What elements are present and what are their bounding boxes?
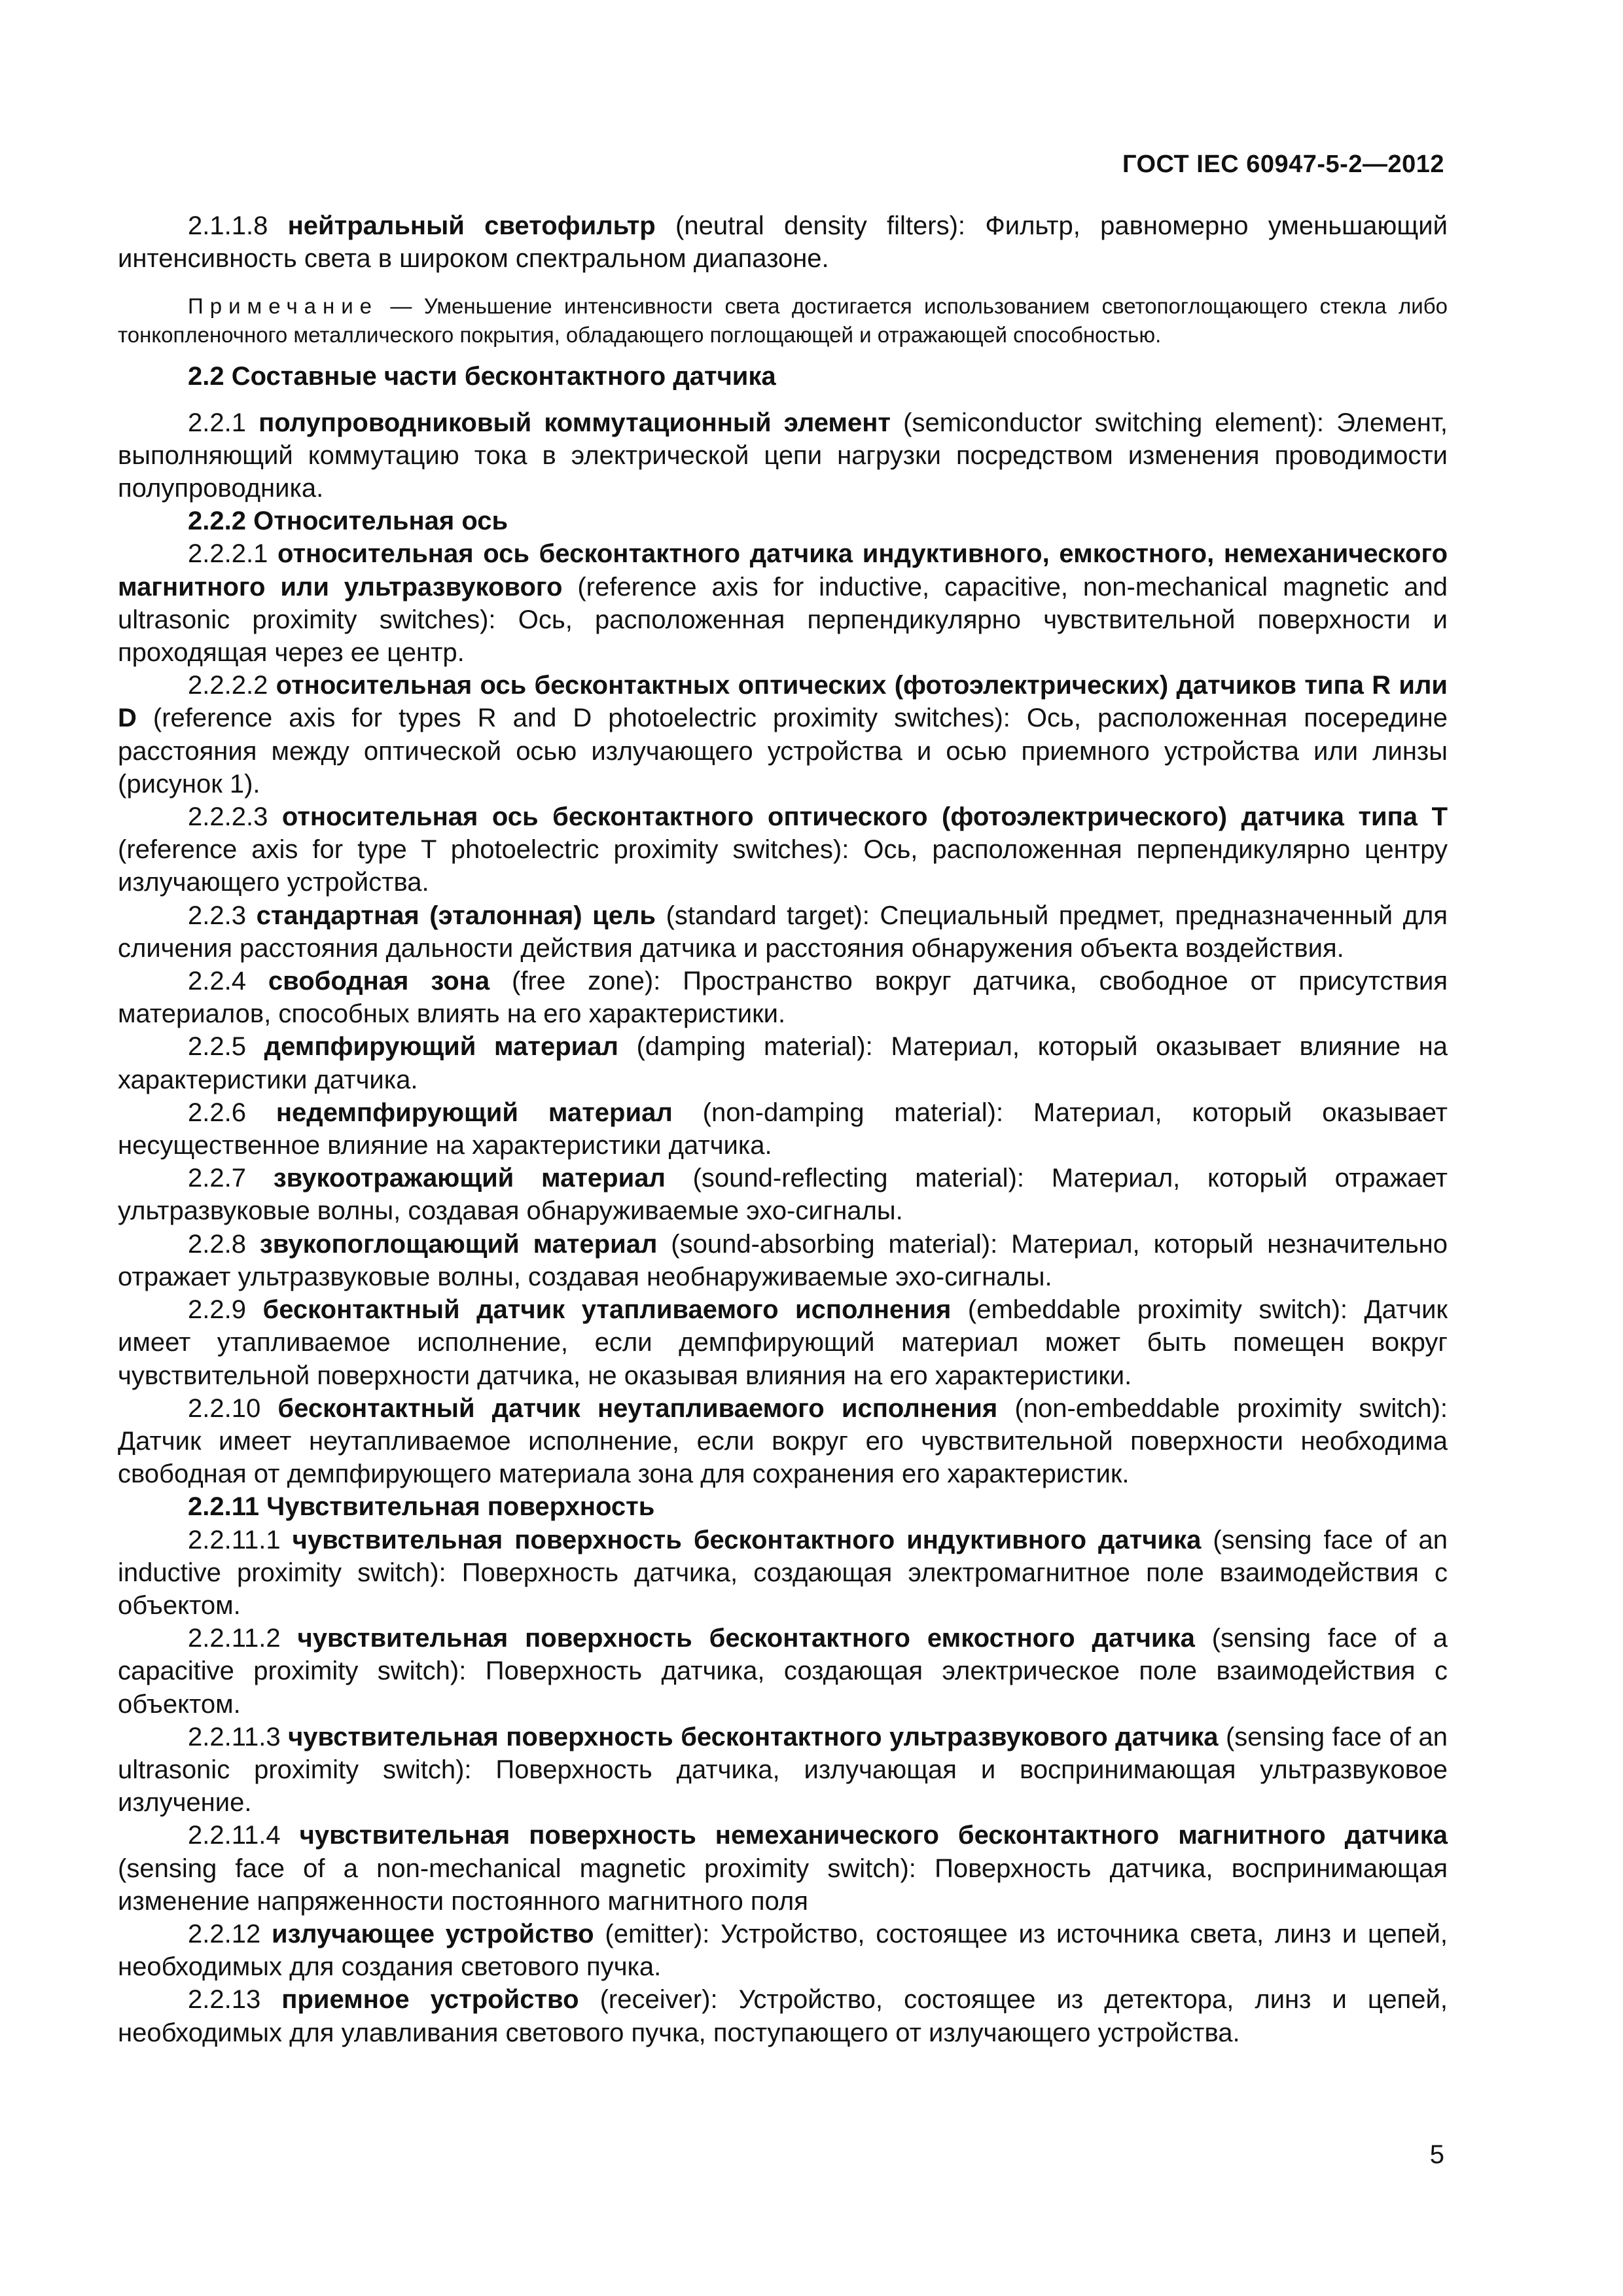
- note-text: — Уменьшение интенсивности света достигается использованием светопоглощающего стекла либо тонкопленочного металлического покрытия, обладающего поглощающей и отражающей способностью.: [118, 294, 1448, 348]
- page-number: 5: [1429, 2140, 1444, 2169]
- definition: (sound-absorbing material): Материал, который незначительно отражает ультразвуковые волны, создавая необнаруживаемые эхо-сигналы.: [118, 1229, 1448, 1291]
- paragraph-2-2-4: [118, 965, 1448, 1030]
- definition: (reference axis for types R and D photoelectric proximity switches): Ось, расположенная посередине расстояния между оптической осью излучающего устройства и осью приемного устройства или линзы (рисунок 1).: [118, 704, 1448, 798]
- term: приемное устройство: [281, 1985, 579, 2015]
- note-label: Примечание: [188, 294, 379, 319]
- paragraph-2-2-2-3: [118, 800, 1448, 899]
- definition: (sound-reflecting material): Материал, который отражает ультразвуковые волны, создавая обнаруживаемые эхо-сигналы.: [118, 1164, 1448, 1226]
- paragraph-2-2-11-2: [118, 1622, 1448, 1721]
- clause-number: 2.2.2.2: [188, 671, 276, 700]
- definition: (reference axis for inductive, capacitive, non-mechanical magnetic and ultrasonic proximity switches): Ось, расположенная перпендикулярно чувствительной поверхности и проходящая через ее центр.: [118, 572, 1448, 668]
- clause-number: 2.2.12: [188, 1919, 272, 1948]
- term: чувствительная поверхность бесконтактного индуктивного датчика: [292, 1525, 1202, 1554]
- paragraph-2-2-11-4: [118, 1819, 1448, 1918]
- paragraph-2-2-5: [118, 1030, 1448, 1096]
- definition: (neutral density filters): Фильтр, равномерно уменьшающий интенсивность света в широком спектральном диапазоне.: [118, 211, 1448, 274]
- document-header: ГОСТ IEC 60947-5-2—2012: [1122, 151, 1444, 178]
- paragraph-2-2-10: [118, 1392, 1448, 1491]
- definition: (reference axis for type T photoelectric proximity switches): Ось, расположенная перпендикулярно центру излучающего устройства.: [118, 835, 1448, 897]
- definition: (non-damping material): Материал, который оказывает несущественное влияние на характеристики датчика.: [118, 1098, 1448, 1160]
- clause-number: 2.2.7: [188, 1164, 274, 1193]
- paragraph-2-2-6: [118, 1096, 1448, 1162]
- clause-number: 2.2.11.4: [188, 1821, 300, 1850]
- clause-number: 2.2.5: [188, 1032, 264, 1062]
- section-heading-2-2: 2.2 Составные части бесконтактного датчика: [188, 362, 776, 391]
- definition: (sensing face of a capacitive proximity switch): Поверхность датчика, создающая электрическое поле взаимодействия с объектом.: [118, 1624, 1448, 1719]
- subheading-2-2-11: 2.2.11 Чувствительная поверхность: [188, 1492, 655, 1522]
- clause-number: 2.2.1: [188, 408, 259, 437]
- paragraph-2-2-13: [118, 1983, 1448, 2049]
- document-body: [118, 209, 1448, 2049]
- paragraph-2-2-7: [118, 1162, 1448, 1227]
- clause-number: 2.2.11.1: [188, 1525, 293, 1554]
- definition: (receiver): Устройство, состоящее из детектора, линз и цепей, необходимых для улавливания светового пучка, поступающего от излучающего устройства.: [118, 1985, 1448, 2047]
- term: относительная ось бесконтактного оптического (фотоэлектрического) датчика типа Т: [281, 802, 1448, 832]
- clause-number: 2.2.2.1: [188, 539, 278, 569]
- subheading-2-2-2: 2.2.2 Относительная ось: [188, 507, 508, 536]
- term: нейтральный светофильтр: [287, 211, 656, 240]
- paragraph-2-2-8: [118, 1228, 1448, 1293]
- definition: (sensing face of an inductive proximity switch): Поверхность датчика, создающая электромагнитное поле взаимодействия с объектом.: [118, 1525, 1448, 1620]
- paragraph-2-2-3: [118, 899, 1448, 965]
- definition: (free zone): Пространство вокруг датчика, свободное от присутствия материалов, способных влиять на его характеристики.: [118, 967, 1448, 1029]
- term: бесконтактный датчик утапливаемого исполнения: [262, 1295, 952, 1325]
- definition: (emitter): Устройство, состоящее из источника света, линз и цепей, необходимых для создания светового пучка.: [118, 1919, 1448, 1982]
- term: относительная ось бесконтактных оптических (фотоэлектрических) датчиков типа R или D: [118, 671, 1448, 733]
- definition: (sensing face of a non-mechanical magnetic proximity switch): Поверхность датчика, воспринимающая изменение напряженности постоянного магнитного поля: [118, 1854, 1448, 1916]
- definition: (embeddable proximity switch): Датчик имеет утапливаемое исполнение, если демпфирующий материал может быть помещен вокруг чувствительной поверхности датчика, не оказывая влияния на его характеристики.: [118, 1295, 1448, 1390]
- term: недемпфирующий материал: [276, 1098, 673, 1127]
- definition: (damping material): Материал, который оказывает влияние на характеристики датчика.: [118, 1032, 1448, 1094]
- clause-number: 2.2.13: [188, 1985, 282, 2015]
- clause-number: 2.2.3: [188, 901, 257, 930]
- definition: (semiconductor switching element): Элемент, выполняющий коммутацию тока в электрической цепи нагрузки посредством изменения проводимости полупроводника.: [118, 408, 1448, 503]
- paragraph-2-2-12: [118, 1918, 1448, 1983]
- clause-number: 2.1.1.8: [188, 211, 288, 240]
- term: бесконтактный датчик неутапливаемого исполнения: [277, 1393, 998, 1423]
- paragraph-2-1-1-8: [118, 209, 1448, 275]
- paragraph-2-2-2-2: [118, 669, 1448, 800]
- clause-number: 2.2.11.3: [188, 1722, 289, 1751]
- clause-number: 2.2.2.3: [188, 802, 282, 832]
- paragraph-2-2-9: [118, 1293, 1448, 1392]
- term: звукопоглощающий материал: [259, 1229, 658, 1259]
- definition: (sensing face of an ultrasonic proximity switch): Поверхность датчика, излучающая и воспринимающая ультразвуковое излучение.: [118, 1722, 1448, 1818]
- clause-number: 2.2.4: [188, 967, 268, 996]
- term: полупроводниковый коммутационный элемент: [259, 408, 891, 437]
- clause-number: 2.2.6: [188, 1098, 276, 1127]
- paragraph-2-2-11-1: [118, 1524, 1448, 1623]
- term: демпфирующий материал: [264, 1032, 618, 1062]
- definition: (standard target): Специальный предмет, предназначенный для сличения расстояния дальности действия датчика и расстояния обнаружения объекта воздействия.: [118, 901, 1448, 963]
- note: [118, 292, 1448, 350]
- clause-number: 2.2.10: [188, 1393, 278, 1423]
- clause-number: 2.2.8: [188, 1229, 260, 1259]
- paragraph-2-2-1: [118, 406, 1448, 505]
- term: звукоотражающий материал: [273, 1164, 666, 1193]
- term: излучающее устройство: [272, 1919, 594, 1948]
- term: чувствительная поверхность бесконтактного емкостного датчика: [297, 1624, 1195, 1653]
- paragraph-2-2-2-1: [118, 537, 1448, 669]
- term: чувствительная поверхность немеханического бесконтактного магнитного датчика: [299, 1821, 1448, 1850]
- term: свободная зона: [268, 967, 490, 996]
- clause-number: 2.2.11.2: [188, 1624, 298, 1653]
- definition: (non-embeddable proximity switch): Датчик имеет неутапливаемое исполнение, если вокруг его чувствительной поверхности необходима свободная от демпфирующего материала зона для сохранения его характеристик.: [118, 1393, 1448, 1489]
- paragraph-2-2-11-3: [118, 1721, 1448, 1820]
- term: чувствительная поверхность бесконтактного ультразвукового датчика: [288, 1722, 1219, 1751]
- term: стандартная (эталонная) цель: [256, 901, 656, 930]
- clause-number: 2.2.9: [188, 1295, 263, 1325]
- term: относительная ось бесконтактного датчика индуктивного, емкостного, немеханического магнитного или ультразвукового: [118, 539, 1448, 601]
